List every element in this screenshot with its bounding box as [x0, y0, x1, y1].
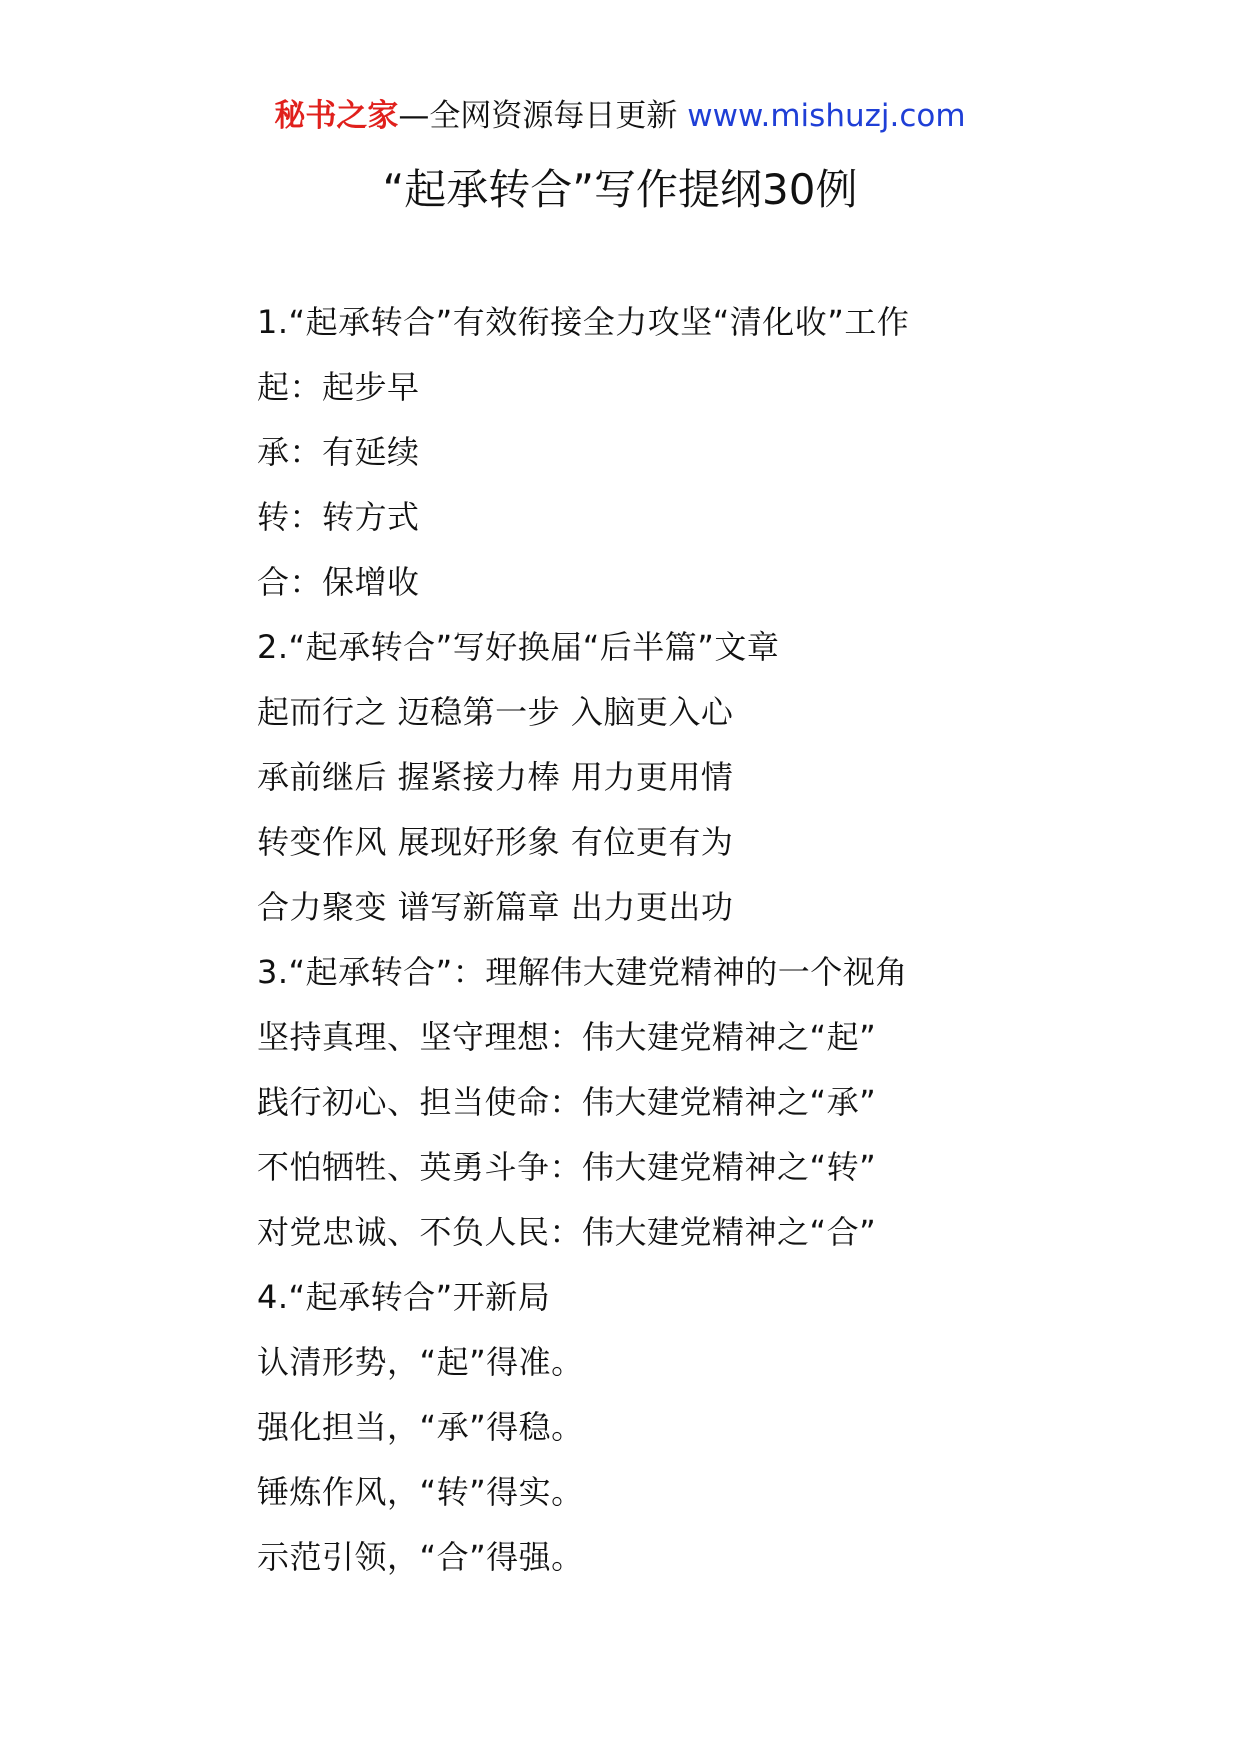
section-heading-3: 3.“起承转合”：理解伟大建党精神的一个视角 [257, 953, 908, 991]
document-body [257, 290, 1217, 1590]
site-header [0, 96, 1240, 136]
text-line: 承：有延续 [257, 433, 420, 471]
text-line: 锤炼作风，“转”得实。 [257, 1473, 584, 1511]
text-line: 不怕牺牲、英勇斗争：伟大建党精神之“转” [257, 1148, 877, 1186]
site-url-link[interactable]: www.mishuzj.com [687, 98, 966, 134]
header-tagline: —全网资源每日更新 [398, 98, 678, 134]
text-line: 起而行之 迈稳第一步 入脑更入心 [257, 693, 734, 731]
text-line: 认清形势，“起”得准。 [257, 1343, 584, 1381]
text-line: 合：保增收 [257, 563, 420, 601]
text-line: 示范引领，“合”得强。 [257, 1538, 584, 1576]
section-heading-4: 4.“起承转合”开新局 [257, 1278, 551, 1316]
text-line: 践行初心、担当使命：伟大建党精神之“承” [257, 1083, 877, 1121]
text-line: 坚持真理、坚守理想：伟大建党精神之“起” [257, 1018, 877, 1056]
brand-name: 秘书之家 [274, 98, 399, 134]
text-line: 对党忠诚、不负人民：伟大建党精神之“合” [257, 1213, 877, 1251]
text-line: 合力聚变 谱写新篇章 出力更出功 [257, 888, 734, 926]
section-heading-1: 1.“起承转合”有效衔接全力攻坚“清化收”工作 [257, 303, 910, 341]
text-line: 起：起步早 [257, 368, 420, 406]
text-line: 转：转方式 [257, 498, 420, 536]
section-heading-2: 2.“起承转合”写好换届“后半篇”文章 [257, 628, 780, 666]
text-line: 承前继后 握紧接力棒 用力更用情 [257, 758, 734, 796]
text-line: 强化担当，“承”得稳。 [257, 1408, 584, 1446]
document-title: “起承转合”写作提纲30例 [382, 165, 858, 214]
text-line: 转变作风 展现好形象 有位更有为 [257, 823, 734, 861]
